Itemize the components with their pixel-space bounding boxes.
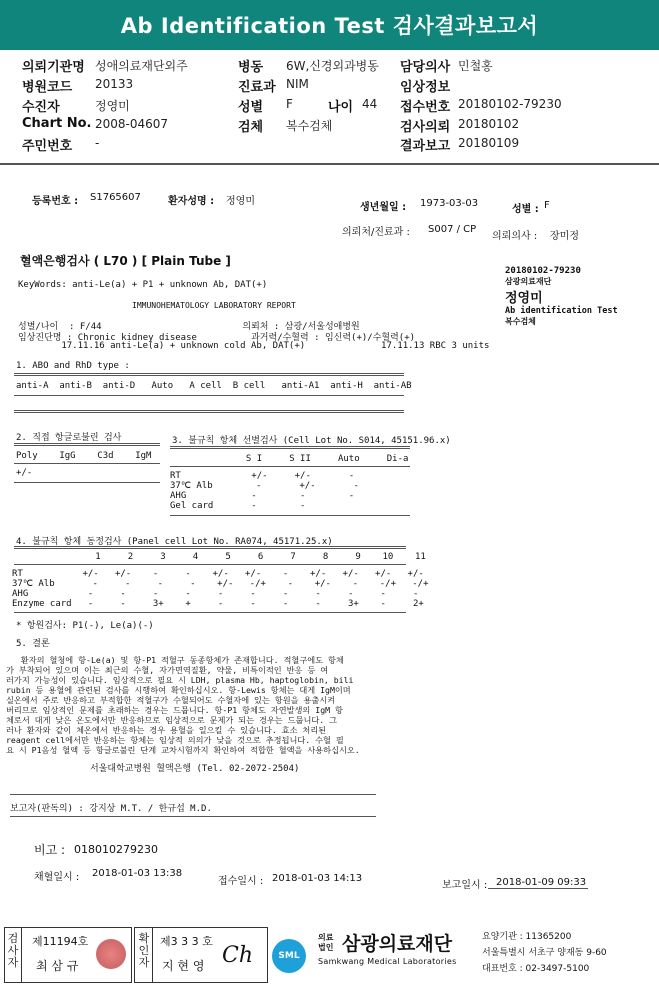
panel-row: AHG - - - - - - - - - - - bbox=[12, 589, 419, 599]
report-header bbox=[0, 50, 659, 163]
phone: 대표번호 : 02-3497-5100 bbox=[482, 964, 590, 974]
hdr-label: 성별 bbox=[238, 100, 264, 115]
panel-title: 4. 불규칙 항체 동정검사 (Panel cell Lot No. RA074, 45171.25.x) bbox=[16, 537, 333, 547]
hdr-label: 나이 bbox=[328, 100, 354, 115]
hdr-label: 접수번호 bbox=[400, 100, 451, 115]
hdr-label: 의뢰기관명 bbox=[22, 60, 85, 75]
specimen-name: 정영미 bbox=[505, 291, 543, 306]
reg-value: S1765607 bbox=[90, 192, 141, 203]
doctor-label: 의뢰의사 : bbox=[492, 231, 538, 242]
note-label: 비고 : bbox=[34, 843, 66, 857]
hdr-label: 검체 bbox=[238, 120, 264, 135]
collect-value: 2018-01-03 13:38 bbox=[92, 868, 183, 879]
hdr-label: 담당의사 bbox=[400, 60, 451, 75]
confirm-label: 확인자 bbox=[138, 932, 150, 969]
patient-value: 정영미 bbox=[226, 196, 255, 207]
confirm-name: 지 현 영 bbox=[162, 959, 205, 973]
exam-title: 혈액은행검사 ( L70 ) [ Plain Tube ] bbox=[20, 254, 231, 268]
hdr-label: 진료과 bbox=[238, 80, 276, 95]
panel-row: Enzyme card - - 3+ + - - - - 3+ - 2+ bbox=[12, 599, 424, 609]
hdr-value: 20180102 bbox=[458, 117, 520, 131]
hdr-label: 임상정보 bbox=[400, 80, 451, 95]
keywords: KeyWords: anti-Le(a) + P1 + unknown Ab, DAT(+) bbox=[18, 280, 268, 290]
hdr-label: 결과보고 bbox=[400, 139, 451, 154]
dob-value: 1973-03-03 bbox=[420, 198, 479, 209]
reg-label: 등록번호 : bbox=[32, 196, 79, 207]
rule bbox=[10, 816, 376, 817]
scanned-report bbox=[0, 166, 659, 899]
hdr-label: 수진자 bbox=[22, 100, 60, 115]
rule bbox=[14, 482, 160, 483]
inspector-no: 제11194호 bbox=[32, 935, 89, 948]
antigen-test: * 항원검사: P1(-), Le(a)(-) bbox=[16, 621, 154, 631]
abo-title: 1. ABO and RhD type : bbox=[16, 361, 130, 371]
hdr-label: 병원코드 bbox=[22, 80, 73, 95]
conclusion-line: 러가지 가능성이 있습니다. 임상적으로 필요 시 LDH, plasma Hb, haptoglobin, bili bbox=[6, 675, 354, 685]
signature-image: Ch bbox=[222, 943, 254, 968]
inspector-label: 검사자 bbox=[7, 932, 19, 969]
specimen-test: Ab identification Test bbox=[505, 306, 618, 316]
hdr-label: 병동 bbox=[238, 60, 264, 75]
rule bbox=[488, 888, 588, 889]
sex-label: 성별 : bbox=[512, 204, 539, 215]
corp-label: 의료법인 bbox=[318, 933, 334, 952]
note-value: 018010279230 bbox=[74, 843, 158, 856]
rule bbox=[14, 546, 406, 549]
divider bbox=[152, 927, 153, 983]
conclusion-line: 러나 환자와 같이 체온에서 반응하는 경우 용혈을 일으킬 수 있습니다. 효소 처리된 bbox=[6, 725, 327, 735]
rule bbox=[14, 410, 404, 413]
report-value: 2018-01-09 09:33 bbox=[496, 877, 587, 888]
screen-row: AHG - - - bbox=[170, 491, 355, 501]
conclusion-line: 요 시 P1음성 혈액 등 항글로불린 단계 교차시험까지 확인하여 적합한 혈액을 사용하십시오. bbox=[6, 745, 360, 755]
rule bbox=[14, 395, 404, 396]
header-divider bbox=[0, 163, 659, 165]
hdr-value: 민철홍 bbox=[458, 59, 493, 73]
info-line: 임상진단명 : Chronic kidney disease 과거력/수혈력 : 임신력(+)/수혈력(+) bbox=[18, 333, 416, 343]
panel-row: 37℃ Alb - - - - +/- -/+ - +/- - -/+ -/+ bbox=[12, 579, 429, 589]
hdr-value: F bbox=[286, 97, 293, 111]
hdr-value: - bbox=[95, 136, 100, 150]
rule bbox=[14, 564, 406, 565]
patient-label: 환자성명 : bbox=[168, 196, 215, 207]
conclusion-text bbox=[6, 655, 360, 755]
screen-header: S I S II Auto Di-a bbox=[170, 454, 409, 464]
report-footer bbox=[0, 925, 659, 991]
conclusion-line: 환자의 혈청에 항-Le(a) 및 항-P1 적혈구 동종항체가 존재합니다. 적혈구에도 항체 bbox=[6, 655, 344, 665]
rule bbox=[170, 446, 410, 449]
collect-label: 채혈일시 : bbox=[34, 872, 80, 883]
hdr-value: 20133 bbox=[95, 77, 134, 91]
receive-label: 접수일시 : bbox=[218, 876, 264, 887]
hdr-label: 검사의뢰 bbox=[400, 120, 451, 135]
dat-header: Poly IgG C3d IgM bbox=[16, 451, 152, 461]
info-line: 17.11.16 anti-Le(a) + unknown cold Ab, DAT(+) 17.11.13 RBC 3 units bbox=[18, 341, 490, 351]
hdr-value: 2008-04607 bbox=[95, 117, 169, 131]
inspector-name: 최 삼 규 bbox=[36, 959, 79, 973]
rule bbox=[10, 794, 376, 795]
hdr-value: 정영미 bbox=[95, 99, 130, 113]
rule bbox=[14, 463, 160, 464]
rule bbox=[14, 612, 406, 613]
report-label: 보고일시 : bbox=[442, 880, 488, 891]
confirm-no: 제3 3 3 호 bbox=[160, 935, 213, 948]
report-subtitle: IMMUNOHEMATOLOGY LABORATORY REPORT bbox=[132, 301, 296, 310]
sex-value: F bbox=[544, 200, 550, 211]
specimen-type: 복수검체 bbox=[505, 317, 536, 326]
screen-title: 3. 불규칙 항체 선별검사 (Cell Lot No. S014, 45151.96.x) bbox=[172, 436, 451, 446]
rule bbox=[170, 466, 410, 467]
conclusion-title: 5. 결론 bbox=[16, 639, 50, 649]
hdr-value: 복수검체 bbox=[286, 119, 333, 133]
hdr-value: NIM bbox=[286, 77, 309, 91]
dept-value: S007 / CP bbox=[428, 224, 477, 235]
screen-row: RT +/- +/- - bbox=[170, 471, 355, 481]
panel-row: RT +/- +/- - - +/- +/- - +/- +/- +/- +/- bbox=[12, 569, 424, 579]
conclusion-line: rubin 등 용혈에 관련된 검사를 시행하여 확인하십시오. 항-Lewis 항체는 대게 IgM이며 bbox=[6, 685, 351, 695]
org-english-name: Samkwang Medical Laboratories bbox=[318, 957, 457, 966]
specimen-label bbox=[505, 266, 635, 327]
dept-label: 의뢰처/진료과 : bbox=[342, 227, 410, 238]
hdr-value: 44 bbox=[362, 97, 378, 111]
address: 서울특별시 서초구 양재동 9-60 bbox=[482, 948, 607, 958]
conclusion-line: 가 부착되어 있으며 이는 최근의 수혈, 자가면역질환, 약물, 비특이적인 반응 등 여 bbox=[6, 665, 329, 675]
lab-name: 서울대학교병원 혈액은행 (Tel. 02-2072-2504) bbox=[90, 764, 300, 774]
info-line: 성별/나이 : F/44 의뢰처 : 삼광/서울성애병원 bbox=[18, 322, 360, 332]
hdr-value: 20180109 bbox=[458, 136, 520, 150]
hdr-label: Chart No. bbox=[22, 116, 92, 131]
conclusion-line: 버리므로 임상적인 문제를 초래하는 경우는 드뭅니다. 항-P1 항체도 자연발생의 IgM 항 bbox=[6, 705, 343, 715]
receive-value: 2018-01-03 14:13 bbox=[272, 873, 363, 884]
sml-logo-icon: SML bbox=[272, 939, 306, 973]
hdr-value: 6W,신경외과병동 bbox=[286, 59, 379, 73]
reporter: 보고자(판독의) : 강지상 M.T. / 한규섭 M.D. bbox=[10, 804, 212, 814]
conclusion-line: 실온에서 주로 반응하고 부적합한 적혈구가 수혈되어도 수혈자에 있는 항원을 용출시켜 bbox=[6, 695, 336, 705]
seal-icon bbox=[96, 939, 126, 969]
report-title: Ab Identification Test 검사결과보고서 bbox=[0, 0, 659, 50]
rule bbox=[14, 443, 160, 446]
panel-header: 1 2 3 4 5 6 7 8 9 10 11 bbox=[14, 552, 426, 562]
rule bbox=[170, 515, 410, 516]
screen-row: 37℃ Alb - +/- - bbox=[170, 481, 359, 491]
org-name: 삼광의료재단 bbox=[342, 933, 453, 955]
divider bbox=[21, 927, 22, 983]
doctor-value: 장미정 bbox=[550, 231, 579, 242]
hdr-label: 주민번호 bbox=[22, 139, 73, 154]
conclusion-line: 체로서 대게 낮은 온도에서만 반응하므로 임상적으로 문제가 되는 경우는 드뭅니다. 그 bbox=[6, 715, 338, 725]
abo-header: anti-A anti-B anti-D Auto A cell B cell anti-A1 anti-H anti-AB bbox=[16, 381, 412, 391]
hdr-value: 성애의료재단외주 bbox=[95, 59, 188, 73]
hdr-value: 20180102-79230 bbox=[458, 97, 562, 111]
dat-values: +/- bbox=[16, 468, 33, 478]
specimen-org: 삼광의료재단 bbox=[505, 277, 552, 286]
rule bbox=[14, 373, 404, 376]
specimen-no: 20180102-79230 bbox=[505, 266, 581, 276]
screen-row: Gel card - - bbox=[170, 501, 306, 511]
yoyang-no: 요양기관 : 11365200 bbox=[482, 932, 572, 942]
dat-title: 2. 직접 항글로불린 검사 bbox=[16, 433, 122, 443]
dob-label: 생년월일 : bbox=[360, 202, 407, 213]
conclusion-line: reagent cell에서만 반응하는 항체는 임상적 의의가 낮을 것으로 추정됩니다. 수혈 필 bbox=[6, 735, 344, 745]
